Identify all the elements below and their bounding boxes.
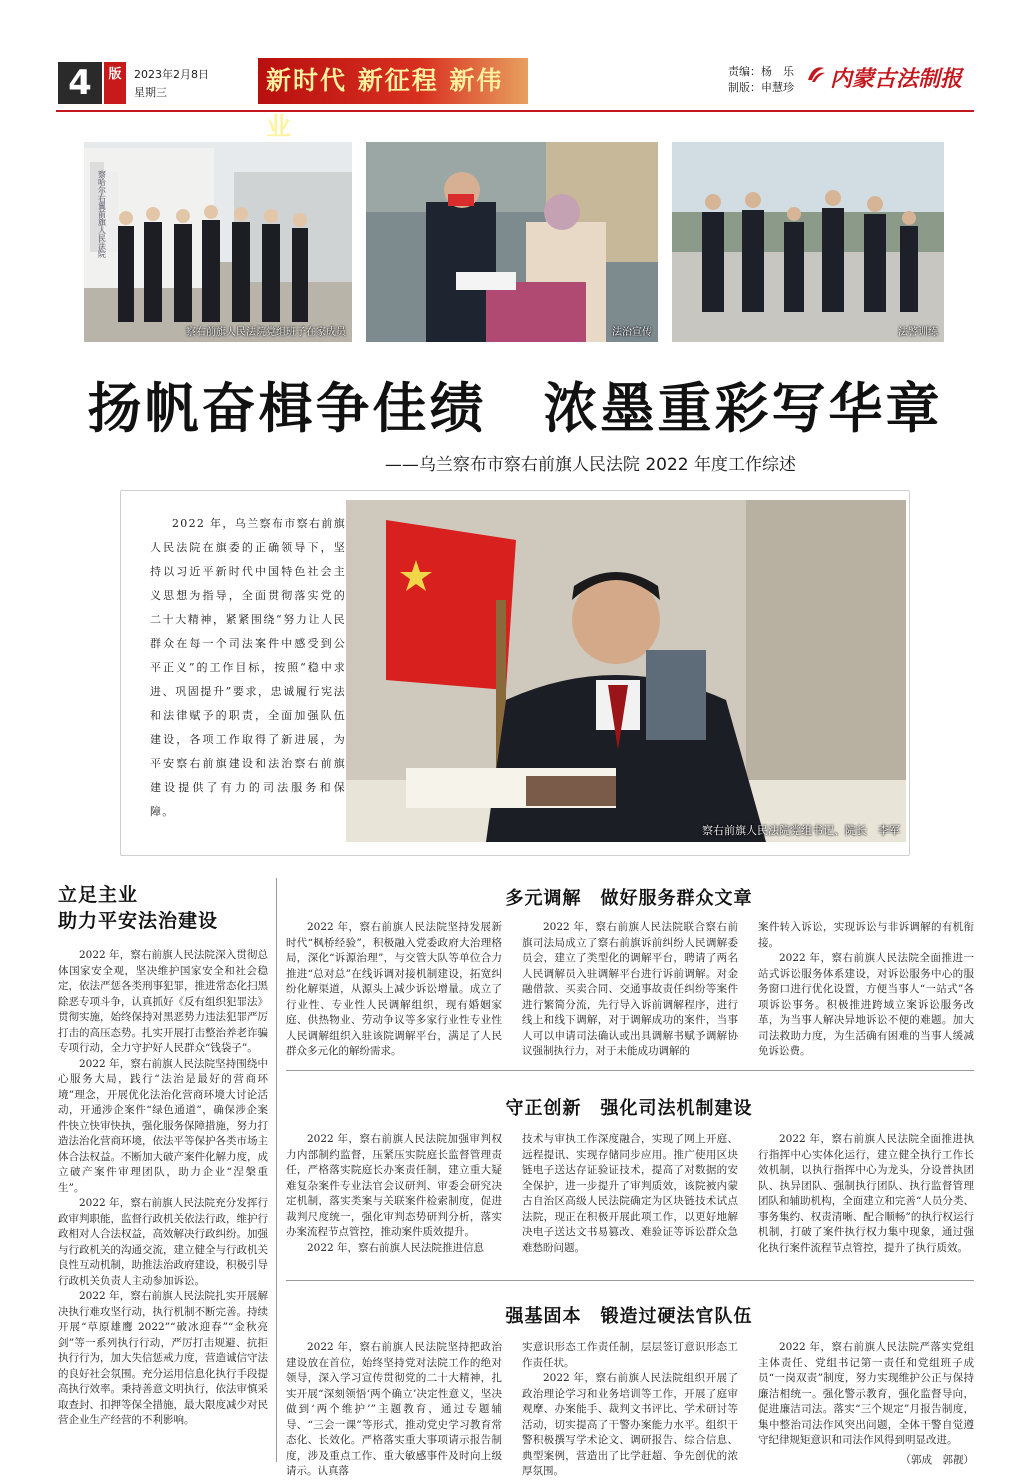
editor-credits [728, 64, 794, 96]
page-label: 版 [104, 62, 126, 104]
photo-court-leadership [84, 142, 352, 342]
photo-legal-promotion [366, 142, 658, 342]
section3-col1 [286, 1132, 502, 1256]
section1-paragraph: 2022 年，察右前旗人民法院充分发挥行政审判职能，监督行政机关依法行政，维护行政相对人合法权益，高效解决行政纠纷。加强与行政机关的沟通交流，建立健全与行政机关良性互动机制，助推法治政府建设，积极引导行政机关负责人主动参加诉讼。 [58, 1197, 268, 1287]
section4-col3 [758, 1340, 974, 1468]
photo1-caption: 察右前旗人民法院党组班子在家成员 [186, 327, 346, 338]
section2-paragraph: 2022 年，察右前旗人民法院坚持发展新时代“枫桥经验”，积极融入党委政府大治理格局，深化“诉源治理”，与交管大队等单位合力推进“总对总”在线诉调对接机制建设，拓宽纠纷化解渠道，从源头上减少诉讼增量。成立了行业性、专业性人民调解组织，现有婚姻家庭、供热物业、劳动争议等多家行业性专业性人民调解组织入驻该院调解平台，满足了人民群众多元化的解纷需求。 [286, 921, 502, 1057]
issue-date-block [134, 66, 209, 102]
column-divider [276, 878, 277, 1462]
section2-paragraph: 2022 年，察右前旗人民法院全面推进一站式诉讼服务体系建设，对诉讼服务中心的服务窗口进行优化设置，方便当事人“一站式”各项诉讼事务。积极推进跨域立案诉讼服务改革，为当事人解决异地诉讼不便的难题。加大司法救助力度，为生活确有困难的当事人缓减免诉讼费。 [758, 952, 974, 1057]
court-leadership-image [84, 142, 352, 342]
editor-name: 责编：杨 乐 [728, 65, 794, 78]
masthead-title: 内蒙古法制报 [830, 66, 963, 92]
section3-col3 [758, 1132, 974, 1256]
section3-paragraph: 技术与审执工作深度融合，实现了网上开庭、远程提讯、实现存储同步应用。推广使用区块链电子送达存证验证技术，提高了对数据的安全保护，进一步提升了审判质效，该院被内蒙古自治区高级人民法院确定为区块链技术试点法院，现正在积极开展此项工作，以更好地解决电子送达文书易篡改、难验证等诉讼群众急难愁盼问题。 [522, 1133, 738, 1254]
issue-date: 2023年2月8日 [134, 68, 209, 81]
section1-paragraph: 2022 年，察右前旗人民法院坚持围绕中心服务大局，践行“法治是最好的营商环境”理念，开展优化法治化营商环境大讨论活动，开通涉企案件“绿色通道”，确保涉企案件快立快审快执，强化服务保障措施，努力打造法治化营商环境，依法平等保护各类市场主体合法权益。不断加大破产案件化解力度，成立破产案件审理团队，助力企业“涅槃重生”。 [58, 1057, 268, 1194]
section3-col2 [522, 1132, 738, 1256]
section3-paragraph: 2022 年，察右前旗人民法院加强审判权力内部制约监督，压紧压实院庭长监督管理责任，严格落实院庭长办案责任制，建立重大疑难复杂案件专业法官会议研判、审委会研究决定机制，落实类案与关联案件检索制度，促进裁判尺度统一，强化审判态势研判分析，落实办案流程节点管控，推动案件质效提升。 [286, 1133, 502, 1238]
producer-name: 制版：申慧珍 [728, 81, 794, 94]
header-divider [56, 110, 974, 112]
section2-heading: 多元调解 做好服务群众文章 [505, 888, 753, 909]
masthead-logo-icon [806, 64, 826, 84]
portrait-caption: 察右前旗人民法院党组书记、院长 李军 [702, 824, 900, 837]
section4-col2 [522, 1340, 738, 1480]
photo3-caption: 法警训练 [898, 327, 938, 338]
photo-president-portrait [346, 500, 906, 842]
section1-paragraph: 2022 年，察右前旗人民法院深入贯彻总体国家安全观，坚决维护国家安全和社会稳定，依法严惩各类刑事犯罪，推进常态化扫黑除恶专项斗争，认真抓好《反有组织犯罪法》贯彻实施，始终保持对黑恶势力违法犯罪严厉打击的高压态势。扎实开展打击整治养老诈骗专项行动，全力守护好人民群众“钱袋子”。 [58, 949, 268, 1054]
legal-promotion-image [366, 142, 658, 342]
section-divider [286, 1280, 974, 1281]
section2-paragraph: 案件转入诉讼，实现诉讼与非诉调解的有机衔接。 [758, 921, 974, 949]
court-sign-text: 察哈尔右翼前旗人民法院 [97, 170, 107, 258]
section4-paragraph: 实意识形态工作责任制，层层签订意识形态工作责任状。 [522, 1341, 738, 1369]
column-banner: 新时代 新征程 新伟业 [258, 58, 528, 104]
section1-heading-line1: 立足主业 [58, 884, 139, 906]
section1-heading [58, 882, 268, 934]
subheadline: ——乌兰察布市察右前旗人民法院 2022 年度工作综述 [384, 455, 796, 475]
headline: 扬帆奋楫争佳绩 浓墨重彩写华章 [87, 376, 943, 440]
section2-paragraph: 2022 年，察右前旗人民法院联合察右前旗司法局成立了察右前旗诉前纠纷人民调解委员会，建立了类型化的调解平台，聘请了两名人民调解员入驻调解平台进行诉前调解。对金融借款、买卖合同、交通事故责任纠纷等案件进行繁简分流，先行导入诉前调解程序，进行线上和线下调解，对于调解成功的案件，当事人可以申请司法确认或出具调解书赋予调解协议强制执行力，对于未能成功调解的 [522, 921, 738, 1057]
section4-paragraph: 2022 年，察右前旗人民法院组织开展了政治理论学习和业务培训等工作，开展了庭审观摩、办案能手、裁判文书评比、学术研讨等活动，切实提高了干警办案能力水平。组织干警积极撰写学术论文、调研报告、综合信息、典型案例，营造出了比学赶超、争先创优的浓厚氛围。 [522, 1372, 738, 1477]
section1-body [58, 948, 268, 1429]
section2-col1 [286, 920, 502, 1060]
president-portrait-image [346, 500, 906, 842]
section3-paragraph: 2022 年，察右前旗人民法院推进信息 [307, 1241, 485, 1254]
page-number: 4 [58, 62, 102, 104]
section2-col3 [758, 920, 974, 1060]
photo-bailiff-training [672, 142, 944, 342]
section3-heading: 守正创新 强化司法机制建设 [505, 1098, 753, 1119]
section2-col2 [522, 920, 738, 1060]
section1-paragraph: 2022 年，察右前旗人民法院扎实开展解决执行难攻坚行动，执行机制不断完善。持续开展“草原雄鹰 2022”“破冰迎春”“金秋亮剑”等一系列执行行动，严厉打击规避、抗拒执行行为，加大失信惩戒力度，营造诚信守法的良好社会氛围。充分运用信息化执行手段提高执行效率。秉持善意文明执行，依法审慎采取查封、扣押等保全措施，最大限度减少对民营企业生产经营的不利影响。 [58, 1290, 268, 1426]
section-divider [286, 1070, 974, 1071]
section4-heading: 强基固本 锻造过硬法官队伍 [505, 1306, 753, 1327]
article-byline: （郭成 郭靓） [900, 1453, 974, 1466]
issue-weekday: 星期三 [134, 86, 167, 99]
intro-text: 2022 年，乌兰察布市察右前旗人民法院在旗委的正确领导下，坚持以习近平新时代中国特色社会主义思想为指导，全面贯彻落实党的二十大精神，紧紧围绕“努力让人民群众在每一个司法案件中感受到公平正义”的工作目标，按照“稳中求进、巩固提升”要求，忠诚履行宪法和法律赋予的职责，全面加强队伍建设，各项工作取得了新进展，为平安察右前旗建设和法治察右前旗建设提供了有力的司法服务和保障。 [150, 517, 346, 818]
section3-paragraph: 2022 年，察右前旗人民法院全面推进执行指挥中心实体化运行，建立健全执行工作长效机制，以执行指挥中心为龙头，分设普执团队、执异团队、强制执行团队、执行监督管理团队和辅助机构，全面建立和完善“人员分类、事务集约、权责清晰、配合顺畅”的执行权运行机制，打破了案件执行权力集中现象，通过强化执行案件流程节点管控，提升了执行质效。 [758, 1133, 974, 1254]
section1-heading-line2: 助力平安法治建设 [58, 910, 219, 932]
section4-paragraph: 2022 年，察右前旗人民法院严落实党组主体责任、党组书记第一责任和党组班子成员“一岗双责”制度，努力实现维护公正与保持廉洁相统一。强化警示教育，强化监督导向，促进廉洁司法。落实“三个规定”月报告制度，集中整治司法作风突出问题，全体干警自觉遵守纪律规矩意识和司法作风得到明显改进。 [758, 1341, 974, 1446]
bailiff-training-image [672, 142, 944, 342]
section4-col1 [286, 1340, 502, 1480]
section4-paragraph: 2022 年，察右前旗人民法院坚持把政治建设放在首位，始终坚持党对法院工作的绝对领导，深入学习宣传贯彻党的二十大精神，扎实开展“深刻领悟‘两个确立’决定性意义，坚决做到‘两个维护’”主题教育，通过专题辅导、“三会一课”等形式，推动党史学习教育常态化、长效化。严格落实重大事项请示报告制度，涉及重点工作、重大敏感事件及时向上级请示。认真落 [286, 1341, 502, 1477]
photo2-caption: 法治宣传 [612, 327, 652, 338]
